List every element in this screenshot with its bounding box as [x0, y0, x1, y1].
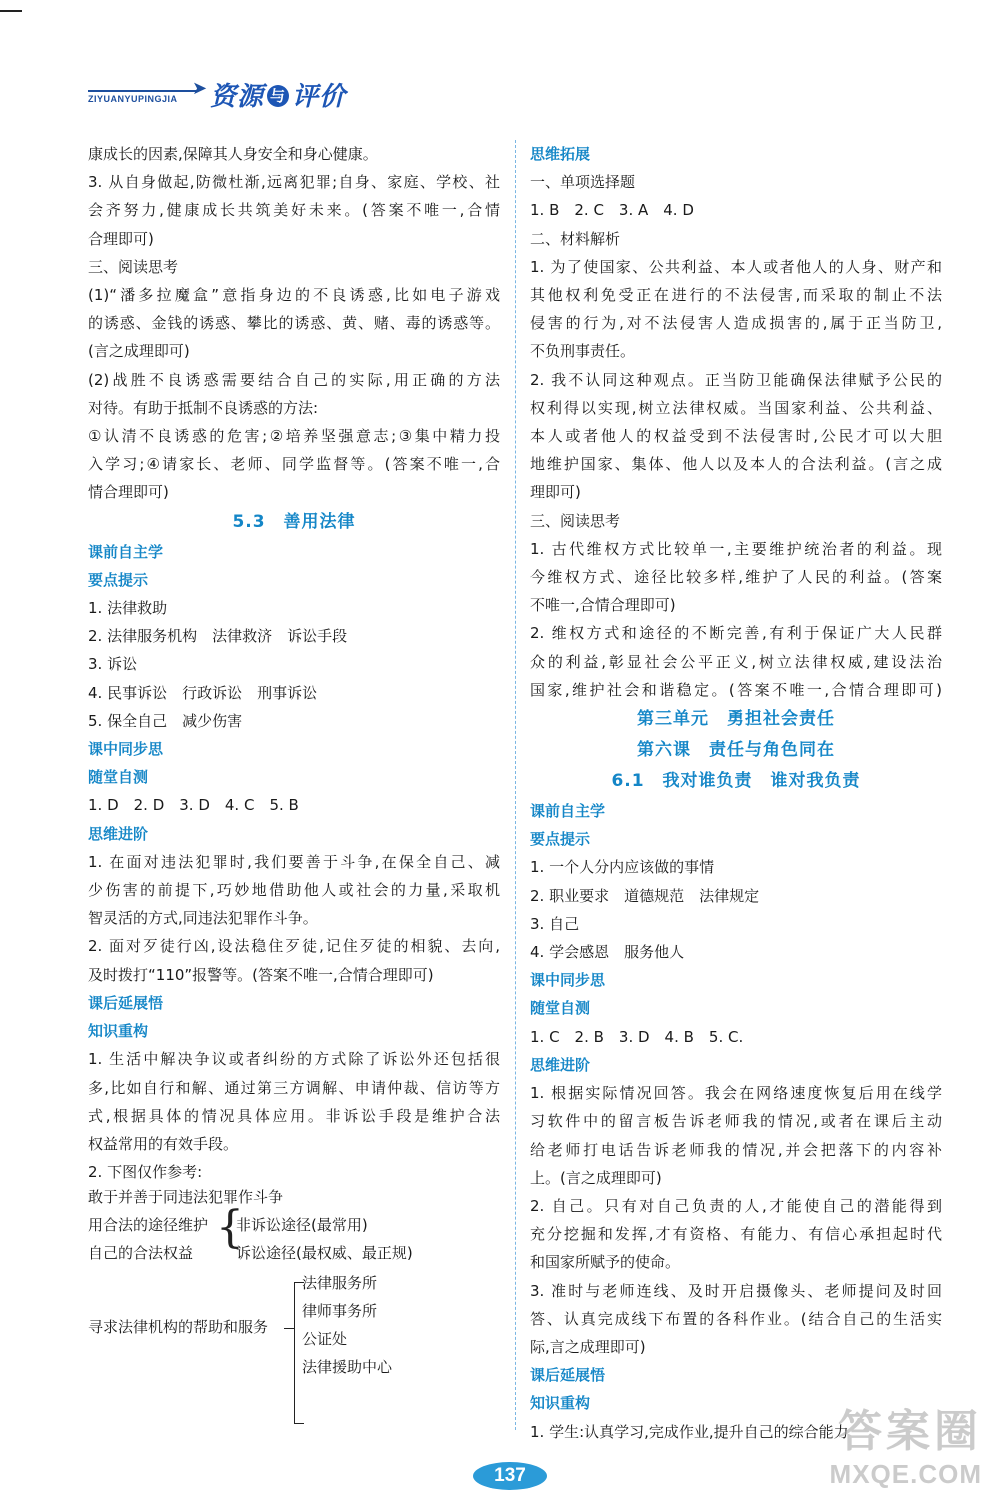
page-number-badge — [473, 1460, 547, 1490]
watermark — [830, 1395, 982, 1490]
text-line: (言之成理即可) — [88, 342, 190, 361]
right-column — [530, 140, 942, 1446]
section-title-6-1: 6.1 我对谁负责 谁对我负责 — [611, 771, 861, 792]
diagram-service: 公证处 — [302, 1330, 348, 1349]
key-point: 2. 职业要求 道德规范 法律规定 — [530, 886, 760, 905]
text-line: 本人或者他人的权益受到不法侵害时,公民才可以大胆 — [530, 427, 942, 446]
text-line: 1. 学生:认真学习,完成作业,提升自己的综合能力 — [530, 1422, 849, 1441]
subsection-heading: 三、阅读思考 — [530, 511, 621, 530]
text-line: 智灵活的方式,同违法犯罪作斗争。 — [88, 909, 318, 928]
text-line: 会齐努力,健康成长共筑美好未来。(答案不唯一,合情 — [88, 201, 500, 220]
text-line: 1. 根据实际情况回答。我会在网络速度恢复后用在线学 — [530, 1084, 942, 1103]
text-line: 侵害的行为,对不法侵害人造成损害的,属于正当防卫, — [530, 314, 942, 333]
text-line: 2. 下图仅作参考: — [88, 1163, 203, 1182]
heading-in-class: 课中同步思 — [88, 740, 164, 759]
text-line: 际,言之成理即可) — [530, 1337, 646, 1356]
heading-key-points: 要点提示 — [530, 830, 591, 849]
diagram-bracket-tick — [284, 1328, 294, 1329]
key-point: 5. 保全自己 减少伤害 — [88, 711, 243, 730]
text-line: 入学习;④请家长、老师、同学监督等。(答案不唯一,合 — [88, 455, 500, 474]
text-line: 2. 我不认同这种观点。正当防卫能确保法律赋予公民的 — [530, 370, 942, 389]
mcq-answers: 1. B 2. C 3. A 4. D — [530, 201, 694, 220]
heading-pre-class: 课前自主学 — [88, 542, 164, 561]
top-corner-mark — [0, 10, 22, 12]
diagram-service: 律师事务所 — [302, 1302, 378, 1321]
text-line: 3. 准时与老师连线、及时开启摄像头、老师提问及时回 — [530, 1281, 942, 1300]
left-column — [88, 140, 500, 1416]
text-line: 情合理即可) — [88, 483, 169, 502]
key-point: 1. 一个人分内应该做的事情 — [530, 858, 715, 877]
heading-knowledge-rebuild: 知识重构 — [530, 1394, 591, 1413]
heading-knowledge-rebuild: 知识重构 — [88, 1022, 149, 1041]
diagram-branch-2: 诉讼途径(最权威、最正规) — [236, 1244, 413, 1263]
text-line: 今维权方式、途径比较多样,维护了人民的利益。(答案 — [530, 568, 942, 587]
watermark-text: 答案圈 — [838, 1407, 982, 1456]
column-divider — [515, 140, 516, 1430]
heading-key-points: 要点提示 — [88, 570, 149, 589]
heading-thinking-extend: 思维拓展 — [530, 145, 591, 163]
diagram-bracket-tick — [294, 1423, 304, 1424]
heading-thinking-advance: 思维进阶 — [88, 824, 149, 843]
text-line: 3. 从自身做起,防微杜渐,远离犯罪;自身、家庭、学校、社 — [88, 173, 500, 192]
key-point: 3. 自己 — [530, 914, 580, 933]
brand-connector-badge: 与 — [267, 85, 289, 107]
diagram-mid-label-b: 自己的合法权益 — [88, 1244, 194, 1263]
text-line: 及时拨打“110”报警等。(答案不唯一,合情合理即可) — [88, 965, 434, 984]
heading-quiz: 随堂自测 — [530, 999, 591, 1018]
text-line: 2. 面对歹徒行凶,设法稳住歹徒,记住歹徒的相貌、去向, — [88, 937, 500, 956]
brand-latin: ZIYUANYUPINGJIA — [88, 94, 178, 104]
brand-arrow-icon: ➤ — [192, 78, 208, 99]
key-point: 3. 诉讼 — [88, 655, 138, 674]
brand-underline — [88, 90, 198, 92]
diagram-brace-icon: { — [216, 1202, 244, 1254]
heading-in-class: 课中同步思 — [530, 971, 606, 990]
subsection-heading: 二、材料解析 — [530, 229, 621, 248]
text-line: 地维护国家、集体、他人以及本人的合法利益。(言之成 — [530, 455, 942, 474]
text-line: 国家,维护社会和谐稳定。(答案不唯一,合情合理即可) — [530, 680, 942, 699]
text-line: 和国家所赋予的使命。 — [530, 1253, 681, 1272]
heading-thinking-advance: 思维进阶 — [530, 1055, 591, 1074]
brand-title-part-2: 评价 — [292, 82, 347, 112]
text-line: 不负刑事责任。 — [530, 342, 636, 361]
text-line: 上。(言之成理即可) — [530, 1168, 662, 1187]
quiz-answers: 1. D 2. D 3. D 4. C 5. B — [88, 796, 299, 815]
text-line: 众的利益,彰显社会公平正义,树立法律权威,建设法治 — [530, 652, 942, 671]
brand-title-part-1: 资源 — [210, 82, 265, 112]
key-point: 2. 法律服务机构 法律救济 诉讼手段 — [88, 627, 348, 646]
unit-title: 第三单元 勇担社会责任 — [637, 709, 835, 730]
text-line: (2)战胜不良诱惑需要结合自己的实际,用正确的方法 — [88, 370, 500, 389]
page-header — [88, 74, 348, 118]
heading-pre-class: 课前自主学 — [530, 802, 606, 821]
key-point: 4. 学会感恩 服务他人 — [530, 943, 685, 962]
text-line: 式,根据具体的情况具体应用。非诉讼手段是维护合法 — [88, 1106, 500, 1125]
text-line: 1. 古代维权方式比较单一,主要维护统治者的利益。现 — [530, 539, 942, 558]
heading-after-class: 课后延展悟 — [88, 993, 164, 1012]
page-number: 137 — [494, 1465, 526, 1486]
watermark-url: MXQE.COM — [829, 1459, 982, 1489]
text-line: 不唯一,合情合理即可) — [530, 596, 676, 615]
text-line: 2. 自己。只有对自己负责的人,才能使自己的潜能得到 — [530, 1196, 942, 1215]
text-line: 理即可) — [530, 483, 581, 502]
text-line: 答、认真完成线下布置的各科作业。(结合自己的生活实 — [530, 1309, 942, 1328]
text-line: 权利得以实现,树立法律权威。当国家利益、公共利益、 — [530, 398, 942, 417]
text-line: 少伤害的前提下,巧妙地借助他人或社会的力量,采取机 — [88, 881, 500, 900]
text-line: 多,比如自行和解、通过第三方调解、申请仲裁、信访等方 — [88, 1078, 500, 1097]
diagram-top-label: 敢于并善于同违法犯罪作斗争 — [88, 1188, 284, 1207]
diagram-service: 法律服务所 — [302, 1274, 378, 1293]
text-line: 1. 为了使国家、公共利益、本人或者他人的人身、财产和 — [530, 257, 942, 276]
text-line: 对待。有助于抵制不良诱惑的方法: — [88, 398, 319, 417]
text-line: 其他权利免受正在进行的不法侵害,而采取的制止不法 — [530, 286, 942, 305]
text-line: (1)“潘多拉魔盒”意指身边的不良诱惑,比如电子游戏 — [88, 286, 500, 305]
diagram-bottom-label: 寻求法律机构的帮助和服务 — [88, 1318, 269, 1337]
text-line: 2. 维权方式和途径的不断完善,有利于保证广大人民群 — [530, 624, 942, 643]
diagram-service: 法律援助中心 — [302, 1358, 393, 1377]
text-line: 合理即可) — [88, 229, 154, 248]
diagram-branch-1: 非诉讼途径(最常用) — [236, 1216, 368, 1235]
text-line: 1. 生活中解决争议或者纠纷的方式除了诉讼外还包括很 — [88, 1050, 500, 1069]
text-line: 康成长的因素,保障其人身安全和身心健康。 — [88, 145, 378, 163]
text-line: ①认清不良诱惑的危害;②培养坚强意志;③集中精力投 — [88, 427, 500, 446]
text-line: 权益常用的有效手段。 — [88, 1134, 239, 1153]
text-line: 的诱惑、金钱的诱惑、攀比的诱惑、黄、赌、毒的诱惑等。 — [88, 314, 500, 333]
diagram-mid-label-a: 用合法的途径维护 — [88, 1216, 209, 1235]
key-point: 1. 法律救助 — [88, 599, 168, 618]
subsection-heading: 三、阅读思考 — [88, 257, 179, 276]
text-line: 充分挖掘和发挥,才有资格、有能力、有信心承担起时代 — [530, 1225, 942, 1244]
heading-quiz: 随堂自测 — [88, 768, 149, 787]
diagram-bracket-line — [294, 1282, 295, 1424]
brand-title — [210, 76, 346, 113]
heading-after-class: 课后延展悟 — [530, 1366, 606, 1385]
law-methods-diagram — [88, 1186, 500, 1416]
text-line: 给老师打电话告诉老师我的情况,并会把落下的内容补 — [530, 1140, 942, 1159]
text-line: 1. 在面对违法犯罪时,我们要善于斗争,在保全自己、减 — [88, 852, 500, 871]
subsection-heading: 一、单项选择题 — [530, 173, 636, 192]
key-point: 4. 民事诉讼 行政诉讼 刑事诉讼 — [88, 683, 318, 702]
section-title-5-3: 5.3 善用法律 — [232, 511, 356, 532]
lesson-title: 第六课 责任与角色同在 — [637, 740, 835, 761]
text-line: 习软件中的留言板告诉老师我的情况,或者在课后主动 — [530, 1112, 942, 1131]
quiz-answers: 1. C 2. B 3. D 4. B 5. C. — [530, 1027, 744, 1046]
